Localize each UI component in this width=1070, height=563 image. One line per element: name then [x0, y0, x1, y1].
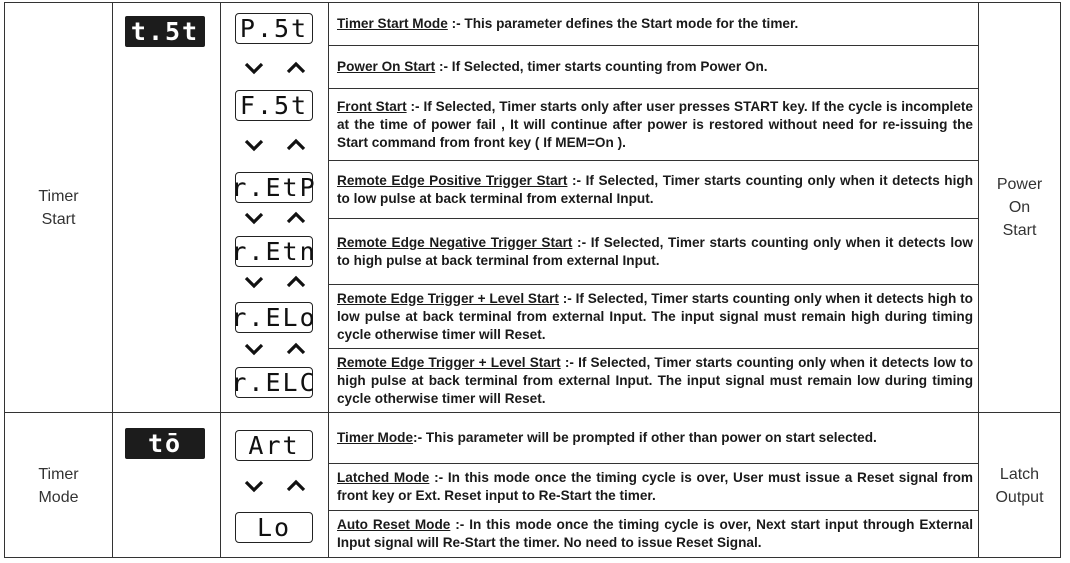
desc-text: :- This parameter will be prompted if other than power on start selected.: [413, 430, 877, 445]
chevron-down-icon: [243, 340, 265, 358]
nav-arrows: [243, 340, 307, 358]
chevron-up-icon: [285, 59, 307, 77]
chevron-down-icon: [243, 136, 265, 154]
chevron-up-icon: [285, 209, 307, 227]
desc-row-latched-mode: [329, 463, 978, 510]
desc-row-remote-edge-positive: [329, 160, 978, 218]
nav-arrows: [243, 59, 307, 77]
display-r-elo: r.ELo: [231, 303, 317, 332]
timer-mode-label: Timer Mode: [5, 413, 113, 558]
desc-text: :- If Selected, timer starts counting from Power On.: [435, 59, 768, 74]
timer-start-default: Power On Start: [996, 176, 1043, 239]
desc-text: :- In this mode once the timing cycle is over, Next start input through External Input signal will Re-Start the timer. No need to issue Reset Signal.: [337, 517, 973, 550]
desc-row-timer-start-mode: [329, 3, 978, 45]
desc-title: Timer Start Mode: [337, 16, 448, 31]
timer-mode-default: Latch Output: [995, 465, 1044, 506]
desc-text: :- If Selected, Timer starts counting only when it detects low to high pulse at back terminal from external Input. The input signal must remain low during timing cycle otherwise timer will Reset.: [337, 354, 973, 406]
nav-arrows: [243, 273, 307, 291]
timer-start-label: Timer Start: [5, 3, 113, 412]
chevron-down-icon: [243, 209, 265, 227]
timer-mode-param-cell: [113, 413, 221, 558]
chevron-up-icon: [285, 477, 307, 495]
desc-title: Remote Edge Trigger + Level Start: [337, 290, 559, 306]
display-art: Art: [235, 430, 313, 461]
desc-text: :- If Selected, Timer starts only after user presses START key. If the cycle is incomplete at the time of power fail , It will continue after power is restored without need for re-issuing the Start command from front key ( If MEM=On ).: [337, 98, 973, 150]
desc-title: Auto Reset Mode: [337, 517, 451, 532]
desc-title: Latched Mode: [337, 470, 430, 485]
display-r-etn: r.Etn: [231, 237, 317, 266]
desc-title: Timer Mode: [337, 430, 414, 445]
chevron-up-icon: [285, 340, 307, 358]
timer-start-section: [5, 3, 1060, 412]
chevron-down-icon: [243, 273, 265, 291]
timer-mode-display-column: [221, 413, 329, 558]
nav-arrows: [243, 477, 307, 495]
timer-mode-section: [5, 412, 1060, 558]
chevron-down-icon: [243, 59, 265, 77]
desc-row-timer-mode: [329, 413, 978, 463]
timer-start-param-cell: [113, 3, 221, 412]
parameter-table: [4, 2, 1061, 558]
desc-title: Power On Start: [337, 59, 436, 74]
timer-start-param-code: t.5t: [125, 16, 205, 47]
desc-row-auto-reset-mode: [329, 510, 978, 557]
chevron-up-icon: [285, 136, 307, 154]
desc-text: :- If Selected, Timer starts counting only when it detects low to high pulse at back terminal from external Input.: [337, 234, 973, 268]
display-p-st: P.5t: [235, 13, 313, 44]
nav-arrows: [243, 209, 307, 227]
timer-start-descriptions: [329, 3, 979, 412]
desc-title: Remote Edge Negative Trigger Start: [337, 234, 573, 250]
display-r-etp: r.EtP: [231, 173, 317, 202]
timer-start-display-column: [221, 3, 329, 412]
desc-row-edge-level-low: [329, 348, 978, 412]
desc-title: Front Start: [337, 98, 407, 114]
desc-text: :- If Selected, Timer starts counting only when it detects high to low pulse at back terminal from external Input.: [337, 172, 973, 206]
desc-row-power-on-start: [329, 45, 978, 88]
desc-row-front-start: [329, 88, 978, 160]
nav-arrows: [243, 136, 307, 154]
desc-text: :- If Selected, Timer starts counting only when it detects high to low pulse at back terminal from external Input. The input signal must remain high during timing cycle otherwise timer will Reset.: [337, 290, 973, 342]
timer-mode-descriptions: [329, 413, 979, 558]
desc-title: Remote Edge Trigger + Level Start: [337, 354, 561, 370]
desc-text: :- In this mode once the timing cycle is over, User must issue a Reset signal from front key or Ext. Reset input to Re-Start the timer.: [337, 470, 973, 503]
chevron-up-icon: [285, 273, 307, 291]
display-lo: Lo: [235, 512, 313, 543]
desc-title: Remote Edge Positive Trigger Start: [337, 172, 568, 188]
timer-mode-param-code: tō: [125, 428, 205, 459]
desc-text: :- This parameter defines the Start mode for the timer.: [447, 16, 799, 31]
desc-row-remote-edge-negative: [329, 218, 978, 284]
desc-row-edge-level-high: [329, 284, 978, 348]
display-r-elc: r.ELC: [231, 368, 317, 397]
display-f-st: F.5t: [235, 90, 313, 121]
chevron-down-icon: [243, 477, 265, 495]
